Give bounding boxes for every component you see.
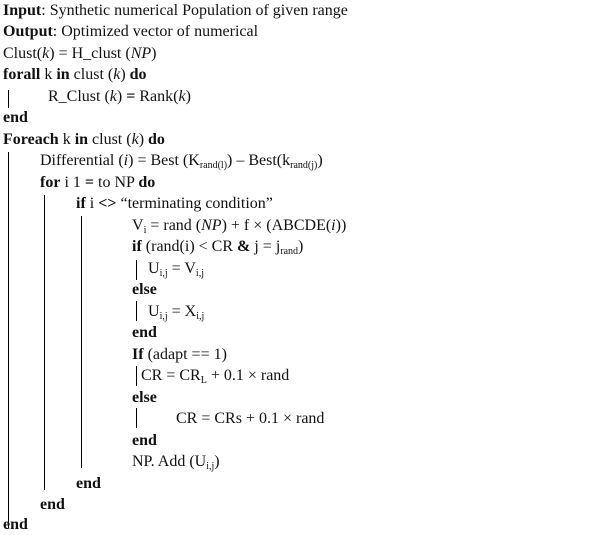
foreach-block-bar	[8, 152, 9, 528]
if-terminating-block-bar	[81, 216, 82, 468]
forall-line: forall k in clust (k) do	[3, 66, 147, 83]
end-for: end	[40, 496, 65, 513]
if-rand-line: if (rand(i) < CR & $j = j_{rand}$)	[132, 238, 304, 257]
foreach-line: Foreach k in clust (k) do	[3, 131, 165, 148]
for-block-bar	[44, 195, 45, 490]
end-foreach: end	[3, 516, 28, 533]
if-adapt-block-bar	[136, 366, 137, 386]
u-equals-v-line: $U_{i,j} = V_{i,j}$	[148, 260, 204, 279]
input-line: Input: Synthetic numerical Population of given range	[3, 2, 348, 19]
clust-definition-line: Clust(k) = H_clust (NP)	[3, 45, 157, 62]
end-if-rand: end	[132, 324, 157, 341]
forall-block-bar	[8, 90, 9, 108]
if-terminating-line: if i <> “terminating condition”	[76, 195, 273, 212]
else-cr-block-bar	[136, 408, 137, 428]
else-block-bar	[136, 301, 137, 321]
differential-line: Differential (i) = Best $(K_{rand(l)})$ – $Best(k_{rand(j)})$	[40, 152, 323, 171]
end-if-adapt: end	[132, 432, 157, 449]
if-rand-block-bar	[136, 260, 137, 280]
rank-line: R_Clust (k) = Rank(k)	[48, 88, 191, 105]
if-adapt-line: If (adapt == 1)	[132, 346, 227, 363]
np-add-line: NP. Add $(U_{i,j})$	[132, 453, 220, 472]
for-line: for i 1 = to NP do	[40, 174, 156, 191]
end-if-terminating: end	[76, 475, 101, 492]
u-equals-x-line: $U_{i,j} = X_{i,j}$	[148, 303, 205, 322]
cr-s-line: CR = CRs + 0.1 × rand	[176, 410, 325, 427]
else-adapt-line: else	[132, 389, 157, 406]
v-update-line: $V_i$ = rand (NP) + f × (ABCDE(i))	[132, 217, 347, 236]
else-line: else	[132, 281, 157, 298]
end-forall: end	[3, 109, 28, 126]
cr-low-line: CR = $CR_L + 0.1$ × rand	[141, 367, 290, 386]
output-line: Output: Optimized vector of numerical	[3, 23, 259, 40]
